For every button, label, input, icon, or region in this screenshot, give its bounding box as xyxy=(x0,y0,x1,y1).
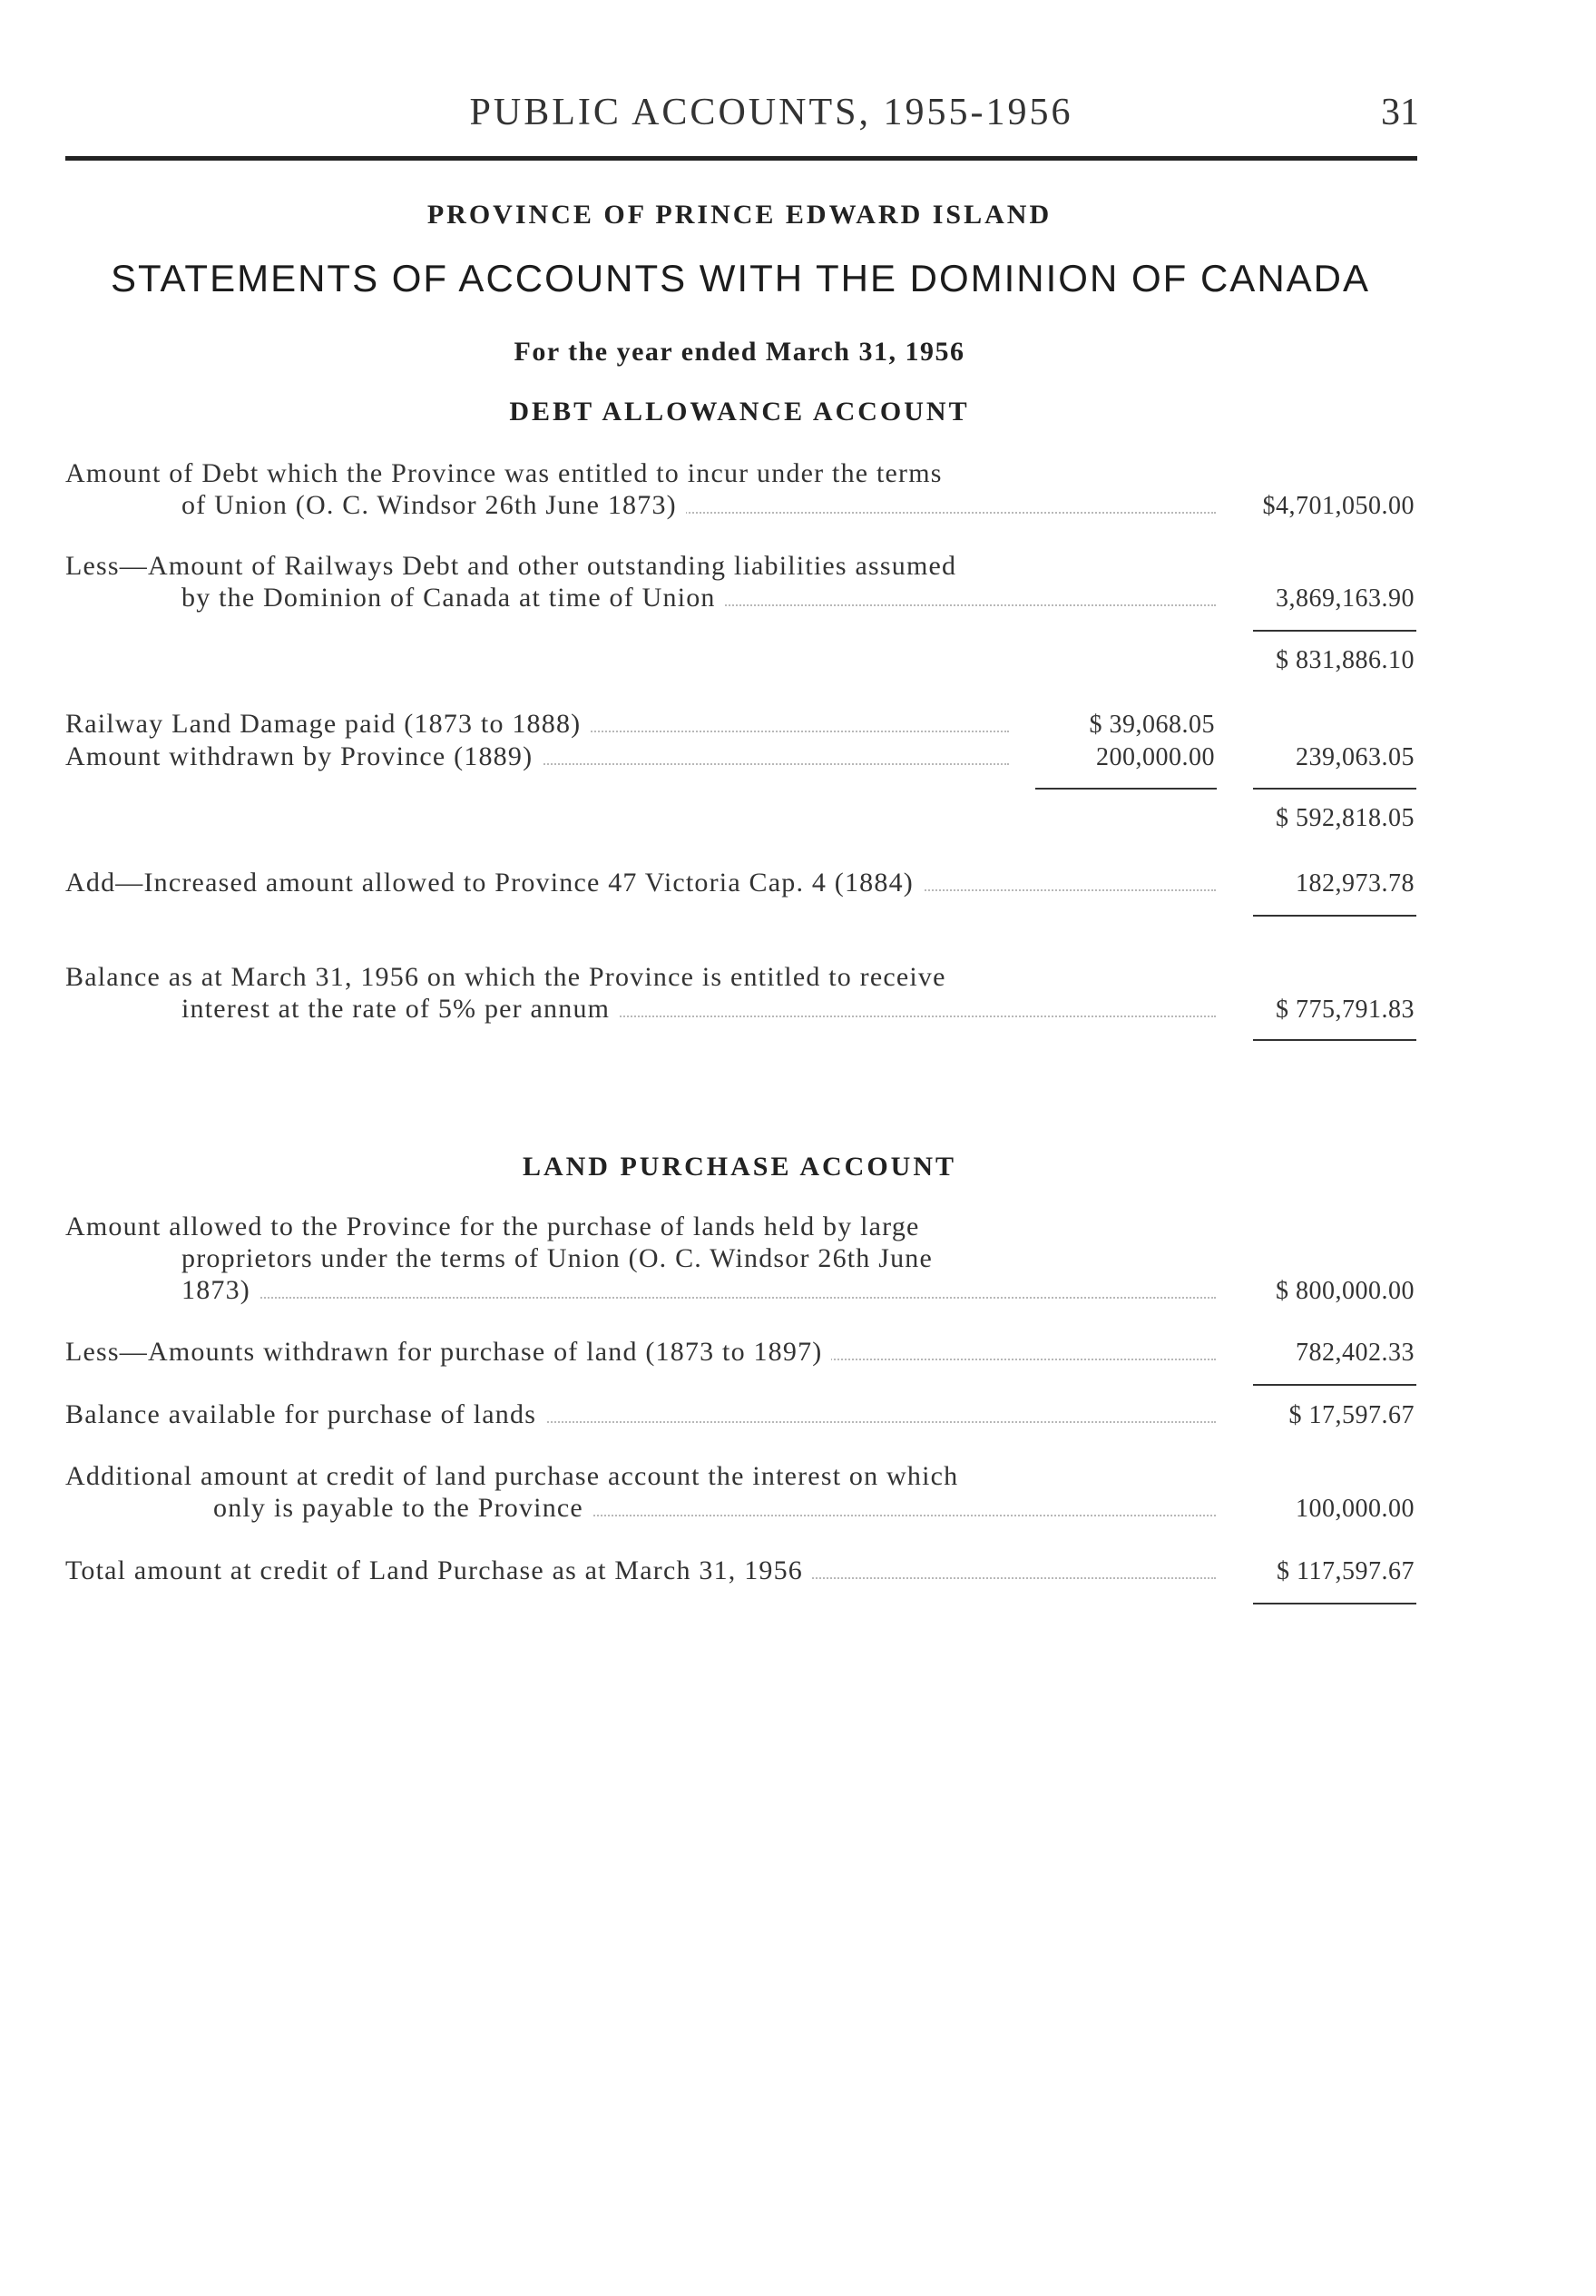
debt-amount-line2 xyxy=(181,490,1216,521)
debt-less-line2-text: by the Dominion of Canada at time of Union xyxy=(181,583,725,613)
withdrawn-value: 200,000.00 xyxy=(1096,743,1215,771)
land-additional-line2 xyxy=(213,1493,1216,1524)
land-additional-value: 100,000.00 xyxy=(1296,1495,1415,1523)
railway-damage-label: Railway Land Damage paid (1873 to 1888) xyxy=(65,709,590,739)
debt-balance-line2-text: interest at the rate of 5% per annum xyxy=(181,994,619,1024)
inner-column-rule xyxy=(1035,788,1217,790)
debt-subtotal2: $ 592,818.05 xyxy=(1276,804,1415,832)
debt-amount-value: $4,701,050.00 xyxy=(1262,492,1415,520)
add-increase-line xyxy=(65,868,1216,898)
railway-damage-value: $ 39,068.05 xyxy=(1089,711,1215,739)
add-increase-label: Add—Increased amount allowed to Province 47 Victoria Cap. 4 (1884) xyxy=(65,868,923,898)
subtotal-rule xyxy=(1253,915,1416,917)
withdrawn-label: Amount withdrawn by Province (1889) xyxy=(65,741,542,771)
debt-less-value: 3,869,163.90 xyxy=(1276,584,1415,613)
land-allowed-line3-text: 1873) xyxy=(181,1275,259,1305)
withdrawn-line xyxy=(65,741,1009,772)
land-total-label: Total amount at credit of Land Purchase as at March 31, 1956 xyxy=(65,1555,812,1585)
page-title: STATEMENTS OF ACCOUNTS WITH THE DOMINION OF CANADA xyxy=(110,257,1371,299)
land-allowed-value: $ 800,000.00 xyxy=(1276,1277,1415,1305)
railway-damage-line xyxy=(65,709,1009,740)
leader-dots xyxy=(181,1297,1216,1299)
land-allowed-line1: Amount allowed to the Province for the purchase of lands held by large xyxy=(65,1212,920,1241)
subtotal-rule xyxy=(1253,788,1416,790)
land-balance-label: Balance available for purchase of lands xyxy=(65,1399,545,1429)
land-additional-line2-text: only is payable to the Province xyxy=(213,1493,592,1523)
land-balance-line xyxy=(65,1399,1216,1430)
land-less-label: Less—Amounts withdrawn for purchase of land (1873 to 1897) xyxy=(65,1337,831,1367)
total-rule xyxy=(1253,1039,1416,1041)
land-total-value: $ 117,597.67 xyxy=(1277,1557,1415,1585)
period-subtitle: For the year ended March 31, 1956 xyxy=(514,337,965,367)
add-increase-value: 182,973.78 xyxy=(1296,869,1415,898)
land-less-value: 782,402.33 xyxy=(1296,1339,1415,1367)
total-rule xyxy=(1253,1603,1416,1604)
running-title: PUBLIC ACCOUNTS, 1955-1956 xyxy=(469,92,1073,133)
debt-balance-line2 xyxy=(181,994,1216,1025)
debt-less-line2 xyxy=(181,583,1216,613)
subtotal-rule xyxy=(1253,630,1416,632)
debt-subtotal1: $ 831,886.10 xyxy=(1276,646,1415,674)
debt-balance-value: $ 775,791.83 xyxy=(1276,996,1415,1024)
land-balance-value: $ 17,597.67 xyxy=(1288,1401,1415,1429)
debt-amount-line1: Amount of Debt which the Province was entitled to incur under the terms xyxy=(65,458,943,488)
debt-amount-line2-text: of Union (O. C. Windsor 26th June 1873) xyxy=(181,490,686,520)
page-number: 31 xyxy=(1381,92,1419,133)
subtotal-rule xyxy=(1253,1384,1416,1386)
land-allowed-line2: proprietors under the terms of Union (O. C. Windsor 26th June xyxy=(181,1243,933,1273)
debt-balance-line1: Balance as at March 31, 1956 on which the Province is entitled to receive xyxy=(65,962,946,992)
debt-allowance-heading: DEBT ALLOWANCE ACCOUNT xyxy=(509,397,970,427)
header-rule xyxy=(65,156,1417,161)
land-allowed-line3 xyxy=(181,1275,1216,1306)
land-less-line xyxy=(65,1337,1216,1368)
debt-less-line1: Less—Amount of Railways Debt and other outstanding liabilities assumed xyxy=(65,551,957,581)
withdrawn-total: 239,063.05 xyxy=(1296,743,1415,771)
province-heading: PROVINCE OF PRINCE EDWARD ISLAND xyxy=(426,200,1053,230)
land-additional-line1: Additional amount at credit of land purchase account the interest on which xyxy=(65,1461,959,1491)
land-total-line xyxy=(65,1555,1216,1586)
land-purchase-heading: LAND PURCHASE ACCOUNT xyxy=(522,1152,957,1182)
